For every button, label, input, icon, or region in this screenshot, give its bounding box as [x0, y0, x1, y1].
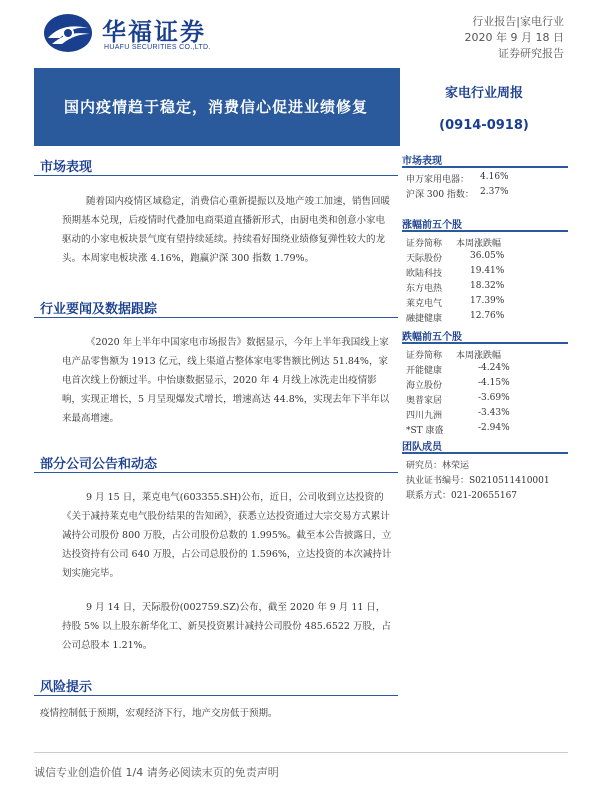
announcement-paragraph: 9 月 15 日，莱克电气(603355.SH)公布，近日，公司收到立达投资的《关于减持莱克电气股份结果的告知函》，获悉立达投资通过大宗交易方式累计减持公司股份 800 万股，占公司股份总数的 1.995%。截至本公告披露日，立达投资持有公司 640 万股，占公司总股份的 1.596%，立达投资的本次减持计划实施完毕。: [62, 492, 392, 579]
side-title-box: [400, 68, 568, 146]
column-header: 证券简称: [406, 351, 443, 361]
gainer-row: [406, 311, 566, 325]
loser-row: [406, 423, 566, 437]
stock-name: 融捷健康: [406, 314, 443, 324]
stock-change: 18.32%: [470, 281, 505, 291]
stock-change: -3.43%: [478, 408, 510, 418]
losers-header-row: [406, 348, 566, 362]
company-logo: [42, 10, 232, 56]
stock-change: -4.15%: [478, 378, 510, 388]
stock-change: 36.05%: [470, 251, 505, 261]
section-divider: [34, 472, 398, 473]
report-category: 证券研究报告: [498, 47, 564, 60]
section-title-industry-news: 行业要闻及数据跟踪: [40, 302, 158, 317]
stock-name: 奥普家居: [406, 396, 443, 406]
market-value: 2.37%: [480, 187, 509, 197]
market-paragraph: 随着国内疫情区域稳定，消费信心重新提振以及地产竣工加速，销售回暖预期基本兑现，后疫情时代叠加电商渠道直播新形式，由厨电类和创意小家电驱动的小家电板块景气度有望持续延续。持续看好围绕业绩修复弹性较大的龙头。本周家电板块涨 4.16%，跑赢沪深 300 指数 1.79%。: [62, 196, 391, 264]
market-label: 沪深 300 指数：: [406, 190, 474, 200]
logo-name: 华福证券: [102, 18, 206, 46]
sidebar-losers-title: 跌幅前五个股: [402, 328, 568, 344]
report-date: 2020 年 9 月 18 日: [464, 31, 564, 44]
sidebar-market-row: [406, 187, 566, 201]
loser-row: [406, 408, 566, 422]
market-label: 申万家用电器：: [406, 175, 470, 185]
stock-name: 开能健康: [406, 366, 443, 376]
sidebar-market-row: [406, 172, 566, 186]
market-value: 4.16%: [480, 172, 509, 182]
stock-change: -4.24%: [478, 363, 510, 373]
sidebar-market-title: 市场表现: [402, 152, 568, 168]
logo-mark-icon: [42, 12, 94, 54]
gainer-row: [406, 296, 566, 310]
page-header: [0, 0, 600, 64]
sidebar-gainers-title: 涨幅前五个股: [402, 216, 568, 232]
team-row: 研究员：林荣运: [406, 461, 470, 471]
gainers-header-row: [406, 236, 566, 250]
stock-change: -3.69%: [478, 393, 510, 403]
risk-paragraph: 疫情控制低于预期，宏观经济下行，地产交房低于预期。: [40, 708, 278, 719]
section-divider: [34, 317, 398, 318]
gainer-row: [406, 266, 566, 280]
stock-change: 12.76%: [470, 311, 505, 321]
column-header: 本周涨跌幅: [456, 351, 502, 361]
loser-row: [406, 363, 566, 377]
section-title-market: 市场表现: [40, 160, 93, 175]
loser-row: [406, 378, 566, 392]
section-title-announcements: 部分公司公告和动态: [40, 457, 158, 472]
footer-divider: [34, 752, 568, 753]
stock-change: 19.41%: [470, 266, 505, 276]
gainer-row: [406, 251, 566, 265]
stock-name: 欧陆科技: [406, 269, 443, 279]
title-banner: [34, 68, 400, 146]
stock-name: *ST 康盛: [406, 426, 444, 436]
stock-name: 海立股份: [406, 381, 443, 391]
stock-name: 东方电热: [406, 284, 443, 294]
stock-change: 17.39%: [470, 296, 505, 306]
report-period: (0914-0918): [439, 118, 529, 133]
section-divider: [34, 695, 398, 696]
column-header: 本周涨跌幅: [456, 239, 502, 249]
team-row: 执业证书编号：S0210511410001: [406, 476, 550, 486]
column-header: 证券简称: [406, 239, 443, 249]
sidebar-team-title: 团队成员: [402, 438, 568, 454]
industry-news-paragraph: 《2020 年上半年中国家电市场报告》数据显示，今年上半年我国线上家电产品零售额为 1913 亿元，线上渠道占整体家电零售额比例达 51.84%，家电首次线上份额过半。中怡康数据显示，2020 年 4 月线上冰洗走出疫情影响，实现正增长，5 月呈现爆发式增长，增速高达 44.8%，实现去年下半年以来最高增速。: [62, 337, 390, 424]
report-type: 行业报告|家电行业: [472, 15, 564, 28]
section-divider: [34, 175, 398, 176]
report-title: 国内疫情趋于稳定，消费信心促进业绩修复: [64, 98, 369, 116]
stock-change: -2.94%: [478, 423, 510, 433]
gainer-row: [406, 281, 566, 295]
stock-name: 天际股份: [406, 254, 443, 264]
logo-english-name: HUAFU SECURITIES CO.,LTD.: [104, 44, 211, 51]
report-meta: [465, 14, 564, 62]
announcement-paragraph: 9 月 14 日，天际股份(002759.SZ)公布，截至 2020 年 9 月 11 日，持股 5% 以上股东新华化工、新昊投资累计减持公司股份 485.6522 万股，占公司总股本 1.21%。: [62, 602, 391, 651]
page-footer: 诚信专业创造价值 1/4 请务必阅读末页的免责声明: [34, 766, 279, 779]
stock-name: 莱克电气: [406, 299, 443, 309]
stock-name: 四川九洲: [406, 411, 443, 421]
team-row: 联系方式：021-20655167: [406, 491, 518, 501]
weekly-report-label: 家电行业周报: [444, 86, 523, 101]
loser-row: [406, 393, 566, 407]
section-title-risk: 风险提示: [40, 680, 93, 695]
